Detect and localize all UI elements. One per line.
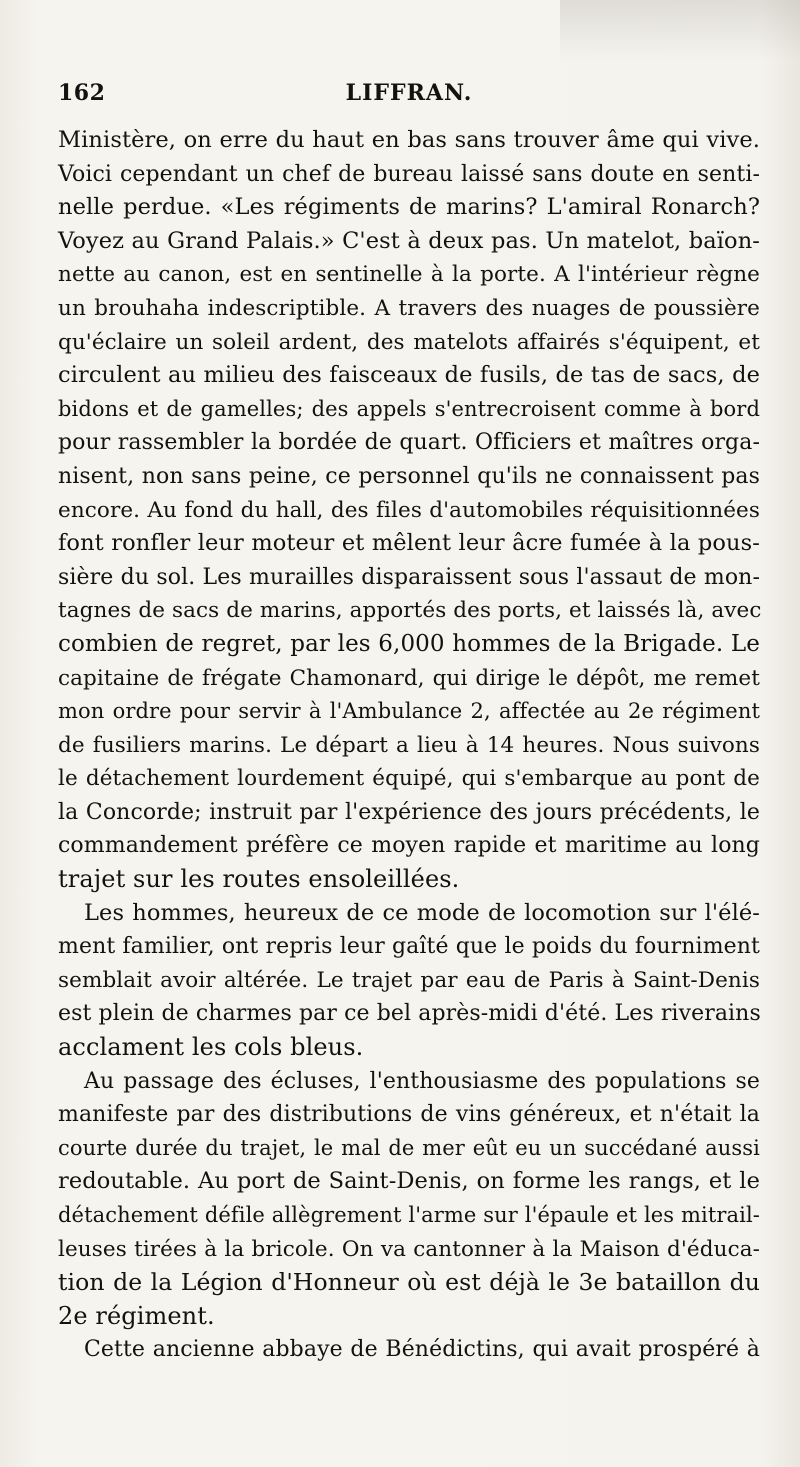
text-line: trajet sur les routes ensoleillées. [58, 865, 460, 894]
paragraph-start-line: Les hommes, heureux de ce mode de locomotion sur l'élé- [84, 899, 760, 926]
text-line: nelle perdue. «Les régiments de marins? L'amiral Ronarch? [58, 194, 760, 221]
text-line: 2e régiment. [58, 1301, 215, 1330]
text-line: tagnes de sacs de marins, apportés des ports, et laissés là, avec [58, 598, 762, 624]
text-line: combien de regret, par les 6,000 hommes de la Brigade. Le [58, 630, 760, 657]
text-line: Voici cependant un chef de bureau laissé sans doute en senti- [58, 161, 760, 187]
text-line: font ronfler leur moteur et mêlent leur âcre fumée à la pous- [58, 530, 760, 557]
text-line: la Concorde; instruit par l'expérience des jours précédents, le [58, 799, 760, 825]
paragraph-start-line: Cette ancienne abbaye de Bénédictins, qui avait prospéré à [84, 1337, 760, 1363]
text-line: bidons et de gamelles; des appels s'entrecroisent comme à bord [58, 396, 760, 421]
text-line: courte durée du trajet, le mal de mer eût eu un succédané aussi [58, 1135, 760, 1160]
text-line: Voyez au Grand Palais.» C'est à deux pas. Un matelot, baïon- [58, 227, 760, 254]
text-line: leuses tirées à la bricole. On va cantonner à la Maison d'éduca- [58, 1236, 760, 1262]
text-line: redoutable. Au port de Saint-Denis, on forme les rangs, et le [58, 1168, 760, 1195]
text-line: Ministère, on erre du haut en bas sans trouver âme qui vive. [58, 127, 760, 153]
text-line: nette au canon, est en sentinelle à la porte. A l'intérieur règne [58, 262, 760, 288]
text-line: le détachement lourdement équipé, qui s'embarque au pont de [58, 766, 760, 792]
text-line: détachement défile allègrement l'arme sur l'épaule et les mitrail- [58, 1203, 760, 1227]
text-line: qu'éclaire un soleil ardent, des matelots affairés s'équipent, et [58, 329, 760, 355]
text-line: manifeste par des distributions de vins généreux, et n'était la [58, 1102, 760, 1128]
page-header [58, 80, 760, 120]
text-line: ment familier, ont repris leur gaîté que le poids du fourniment [58, 934, 760, 960]
text-line: mon ordre pour servir à l'Ambulance 2, affectée au 2e régiment [58, 699, 760, 724]
page-number: 162 [58, 80, 106, 106]
text-line: un brouhaha indescriptible. A travers des nuages de poussière [58, 295, 760, 321]
page-edge-shadow [560, 0, 800, 60]
text-line: de fusiliers marins. Le départ a lieu à 14 heures. Nous suivons [58, 732, 760, 758]
text-line: sière du sol. Les murailles disparaissent sous l'assaut de mon- [58, 564, 760, 590]
text-line: capitaine de frégate Chamonard, qui dirige le dépôt, me remet [58, 665, 760, 691]
text-line: nisent, non sans peine, ce personnel qu'ils ne connaissent pas [58, 463, 760, 489]
running-head: LIFFRAN. [345, 80, 473, 106]
paragraph-start-line: Au passage des écluses, l'enthousiasme des populations se [84, 1068, 760, 1094]
text-line: semblait avoir altérée. Le trajet par eau de Paris à Saint-Denis [58, 967, 760, 993]
text-line: pour rassembler la bordée de quart. Officiers et maîtres orga- [58, 430, 760, 456]
text-line: encore. Au fond du hall, des files d'automobiles réquisitionnées [58, 497, 760, 523]
text-line: est plein de charmes par ce bel après-midi d'été. Les riverains [58, 1001, 761, 1027]
body-text [58, 124, 760, 1367]
text-line: tion de la Légion d'Honneur où est déjà le 3e bataillon du [58, 1268, 760, 1297]
text-line: circulent au milieu des faisceaux de fusils, de tas de sacs, de [58, 362, 760, 389]
text-line: commandement préfère ce moyen rapide et maritime au long [58, 833, 760, 859]
text-line: acclament les cols bleus. [58, 1033, 364, 1062]
